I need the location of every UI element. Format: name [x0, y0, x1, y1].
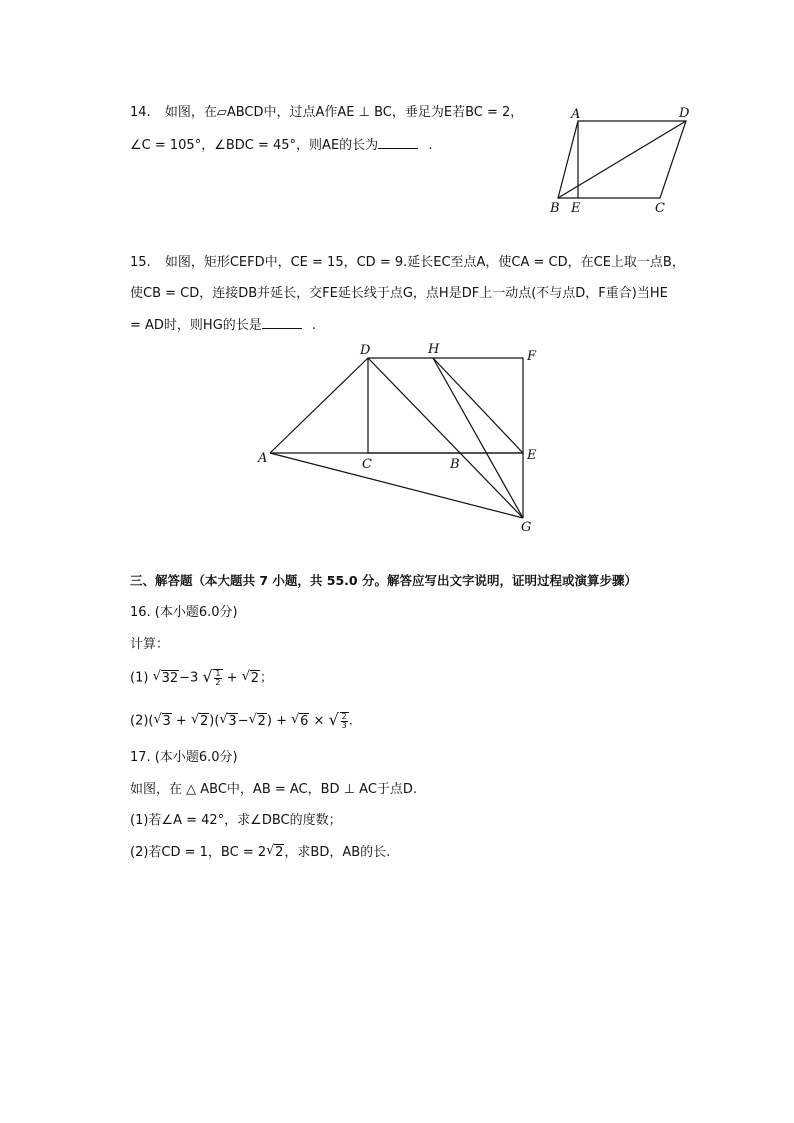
segment-dg	[368, 358, 523, 518]
q16-header: 16. (本小题6.0分)	[130, 605, 238, 620]
label-f: F	[527, 349, 537, 364]
segment-ad	[270, 358, 368, 453]
q15-number: 15.	[130, 255, 151, 270]
label-e: E	[571, 201, 581, 216]
q14-line2	[130, 136, 432, 155]
q16-part1-label: (1)	[130, 670, 149, 686]
q16-period: .	[348, 713, 353, 729]
q17-line3	[130, 844, 390, 862]
label-h: H	[428, 342, 440, 357]
label-d: D	[360, 343, 371, 358]
q14-text-1: 如图，在▱ABCD中，过点A作AE ⊥ BC，垂足为E若BC = 2，	[164, 105, 524, 120]
q15-text-3: = AD时，则HG的长是	[130, 318, 262, 333]
sqrt-32: √ 32	[152, 668, 179, 686]
label-e: E	[527, 448, 537, 463]
q17-line1: 如图，在 △ ABC中，AB = AC，BD ⊥ AC于点D.	[130, 782, 418, 797]
sqrt-6: √ 6	[291, 711, 309, 729]
q17-header: 17. (本小题6.0分)	[130, 750, 238, 765]
q15-line1	[130, 254, 685, 272]
q14-parallelogram-figure	[545, 100, 705, 220]
q14-line1	[130, 104, 523, 122]
answer-blank-14[interactable]	[378, 136, 418, 149]
q16-minus: −	[237, 713, 249, 729]
sqrt-3b: √ 3	[219, 711, 237, 729]
label-b: B	[550, 201, 560, 216]
q16-part1	[130, 669, 273, 688]
q15-line3	[130, 316, 316, 335]
q16-times: ×	[313, 713, 325, 729]
label-a: A	[571, 107, 581, 122]
section-3-title: 三、解答题（本大题共 7 小题，共 55.0 分。解答应写出文字说明，证明过程或演算步骤）	[130, 573, 637, 588]
sqrt-2b: √ 2	[248, 711, 266, 729]
q17-text-a: (2)若CD = 1，BC = 2	[130, 845, 267, 860]
q15-rectangle-figure	[250, 338, 550, 538]
label-c: C	[655, 201, 665, 216]
sqrt-2: √ 2	[241, 668, 259, 686]
q16-semicolon: ；	[259, 670, 273, 686]
q16-calc-label: 计算：	[130, 637, 170, 652]
label-c: C	[362, 457, 372, 472]
q15-period: .	[311, 318, 317, 333]
q15-text-1: 如图，矩形CEFD中，CE = 15，CD = 9.延长EC至点A，使CA = CD，在CE上取一点B，	[164, 255, 685, 270]
q16-plus: +	[226, 670, 238, 686]
sqrt-two-thirds: √ $\frac{2}{3}$	[328, 710, 347, 730]
q16-paren-plus: ) +	[266, 713, 287, 729]
answer-blank-15[interactable]	[262, 316, 302, 329]
q17-text-c: ，求BD，AB的长.	[284, 845, 391, 860]
q16-minus-3: −3	[179, 670, 199, 686]
q14-text-2: ∠C = 105°，∠BDC = 45°，则AE的长为	[130, 138, 379, 153]
q15-line2	[130, 285, 668, 303]
q17-line2: (1)若∠A = 42°，求∠DBC的度数；	[130, 813, 342, 828]
diagonal-bd	[558, 121, 686, 198]
q15-text-2: 使CB = CD，连接DB并延长，交FE延长线于点G，点H是DF上一动点(不与点D，F重合)当HE	[130, 286, 668, 301]
q16-part2-label: (2)(	[130, 713, 154, 729]
segment-ag	[270, 453, 523, 518]
label-g: G	[521, 520, 532, 535]
sqrt-2a: √ 2	[190, 711, 209, 729]
q14-number: 14.	[130, 105, 151, 120]
q16-part2	[130, 712, 353, 731]
sqrt-3a: √ 3	[153, 711, 171, 729]
q16-paren: )(	[209, 713, 220, 729]
sqrt-half: √ $\frac{1}{2}$	[202, 667, 221, 687]
label-b: B	[450, 457, 460, 472]
label-d: D	[679, 106, 690, 121]
q14-period: .	[428, 138, 433, 153]
label-a: A	[258, 451, 268, 466]
q16-plus-a: +	[175, 713, 187, 729]
sqrt-2-bc: √ 2	[266, 843, 284, 860]
